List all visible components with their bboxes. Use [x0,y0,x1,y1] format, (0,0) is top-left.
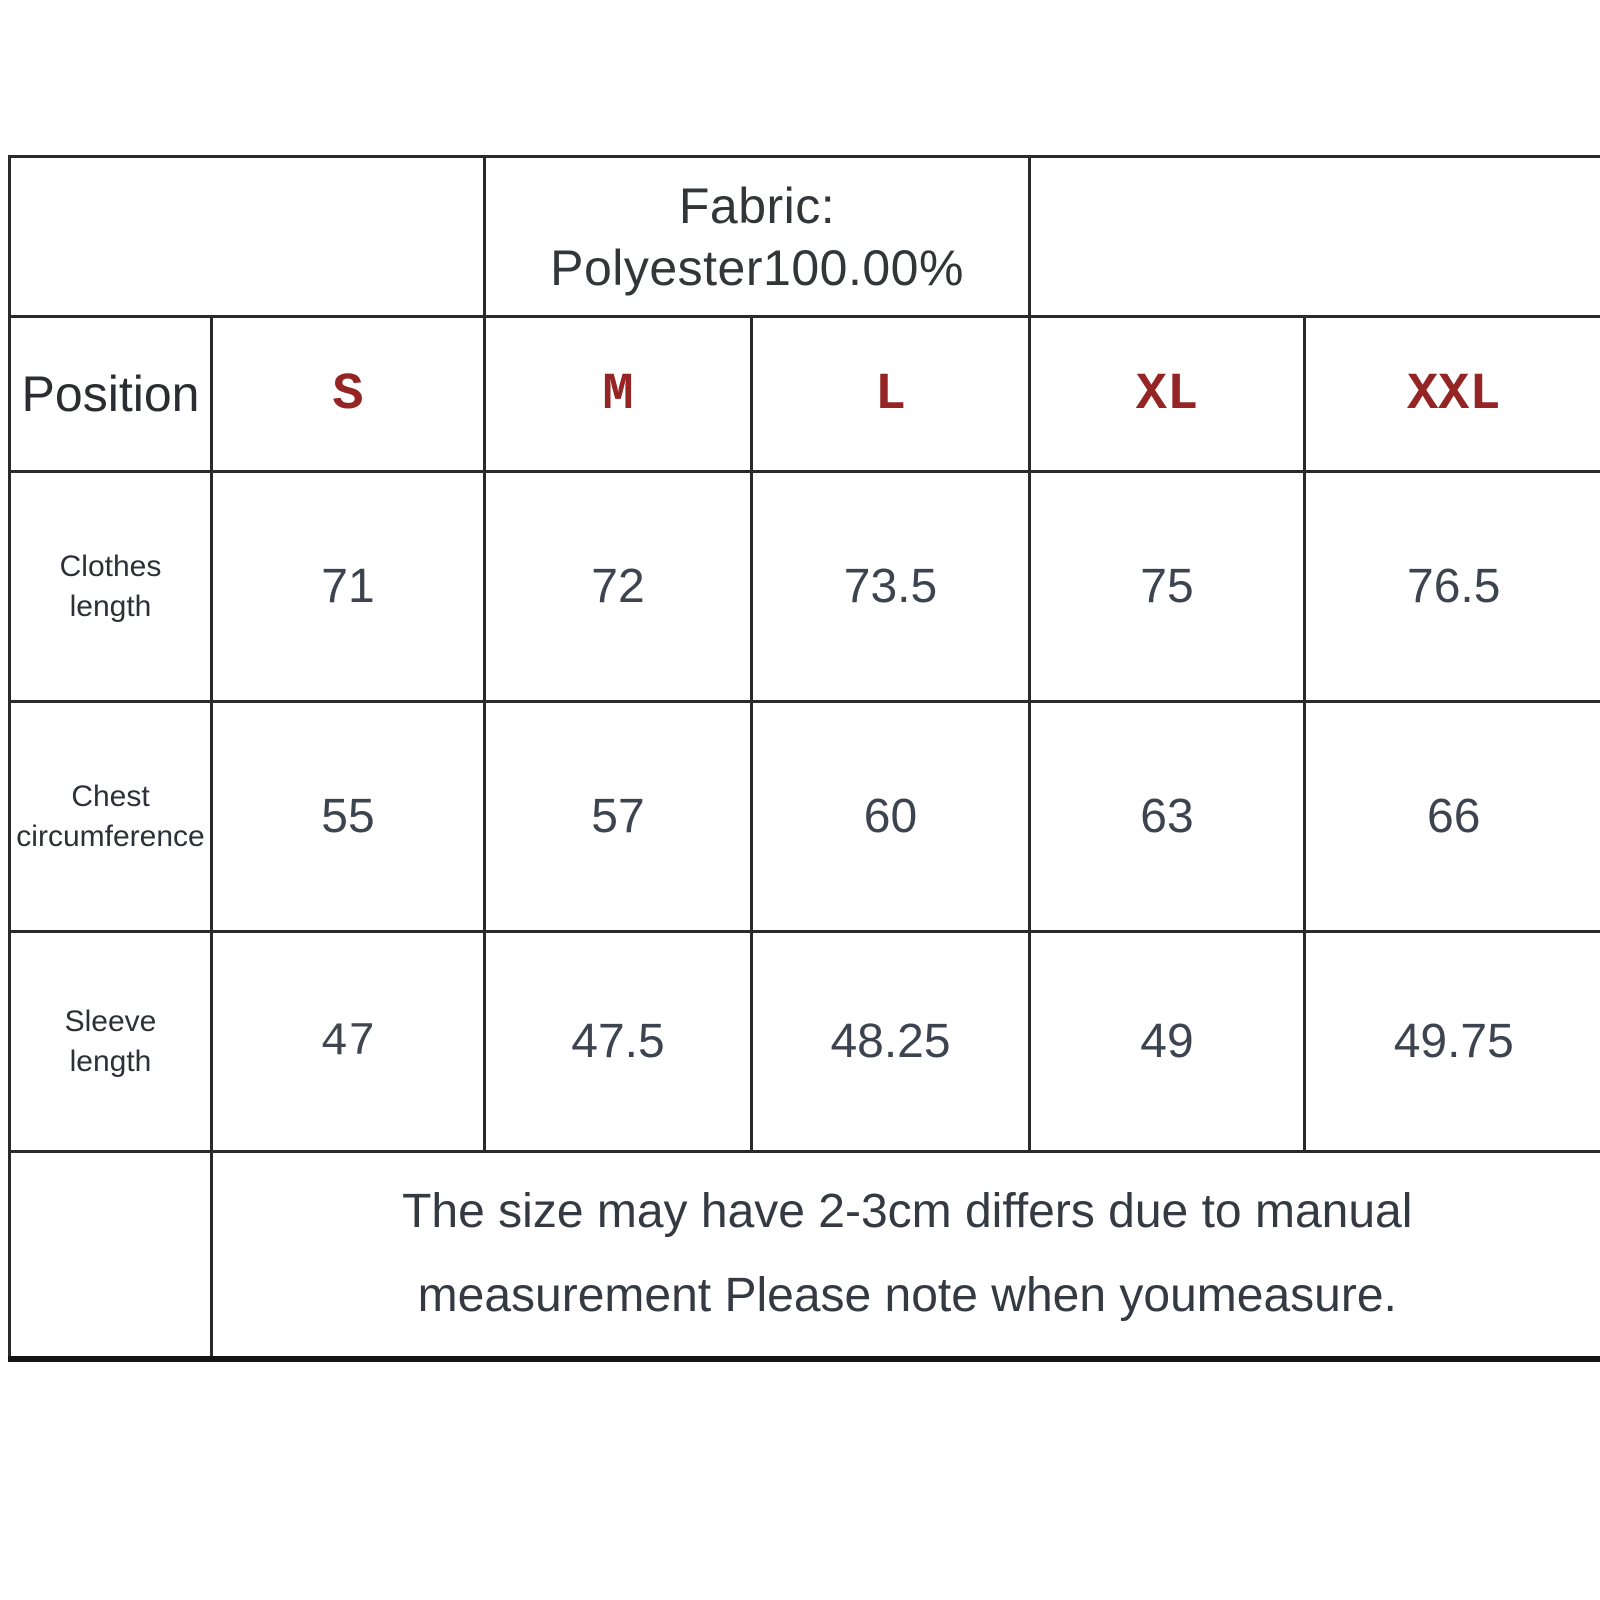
sleeve-length-row [10,932,1600,1152]
chest-circumference-l: 60 [752,702,1030,932]
empty-cell-bottom-left [10,1152,212,1359]
fabric-value: Polyester100.00% [550,239,964,296]
size-header-m: M [485,317,752,472]
size-header-s: S [212,317,485,472]
chest-circumference-label: Chest circumference [10,702,212,932]
size-header-xxl: XXL [1305,317,1600,472]
measurement-note: The size may have 2-3cm differs due to manual measurement Please note when youmeasure. [212,1152,1600,1359]
clothes-length-s: 71 [212,472,485,702]
clothes-length-row [10,472,1600,702]
clothes-length-xxl: 76.5 [1305,472,1600,702]
sleeve-length-l: 48.25 [752,932,1030,1152]
empty-cell-top-right [1030,157,1600,317]
size-header-row [10,317,1600,472]
clothes-length-m: 72 [485,472,752,702]
sleeve-length-s: 47 [212,932,485,1152]
size-header-l: L [752,317,1030,472]
sleeve-length-label: Sleeve length [10,932,212,1152]
size-chart-table [8,155,1600,1362]
note-row [10,1152,1600,1359]
fabric-cell [485,157,1030,317]
chest-circumference-m: 57 [485,702,752,932]
fabric-row [10,157,1600,317]
sleeve-length-m: 47.5 [485,932,752,1152]
empty-cell-top-left [10,157,485,317]
chest-circumference-xxl: 66 [1305,702,1600,932]
fabric-label: Fabric: [678,177,836,234]
clothes-length-l: 73.5 [752,472,1030,702]
chest-circumference-s: 55 [212,702,485,932]
clothes-length-xl: 75 [1030,472,1305,702]
chest-circumference-row [10,702,1600,932]
position-header: Position [10,317,212,472]
size-header-xl: XL [1030,317,1305,472]
sleeve-length-xxl: 49.75 [1305,932,1600,1152]
clothes-length-label: Clothes length [10,472,212,702]
sleeve-length-xl: 49 [1030,932,1305,1152]
chest-circumference-xl: 63 [1030,702,1305,932]
